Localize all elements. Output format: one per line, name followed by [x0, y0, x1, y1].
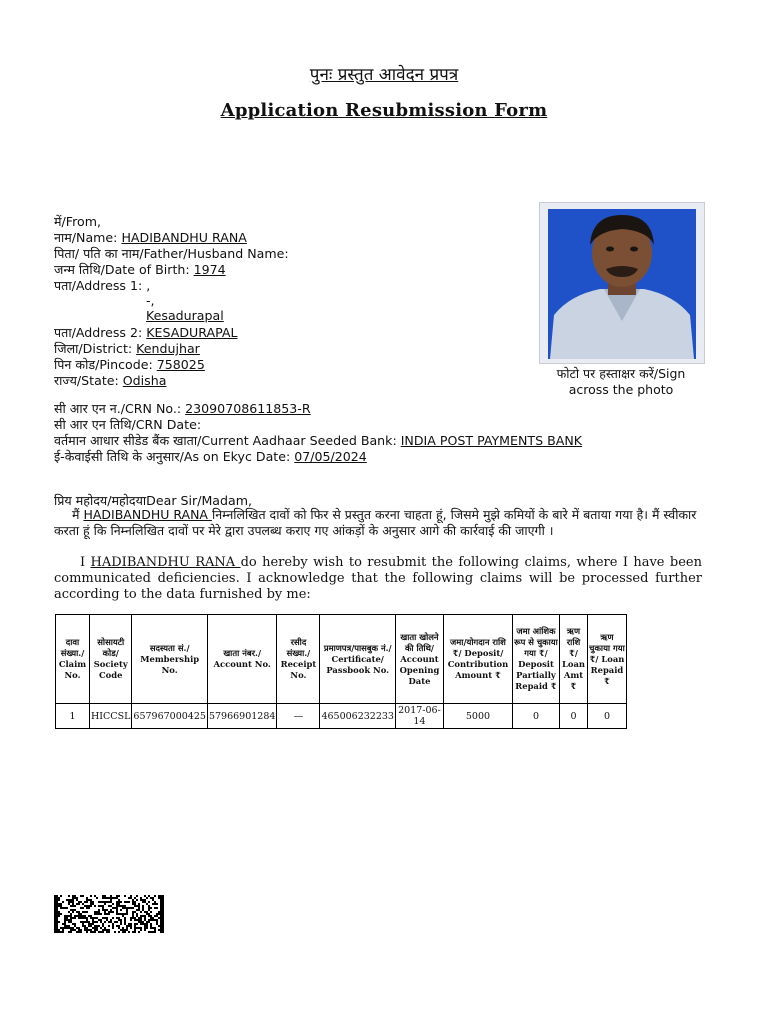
cell-loan-repaid: 0 — [587, 704, 626, 729]
header-loan-amount: ऋण राशि ₹/ Loan Amt ₹ — [559, 615, 587, 704]
english-declaration-name: HADIBANDHU RANA — [90, 555, 241, 570]
hindi-declaration-text: निम्नलिखित दावों को फिर से प्रस्तुत करना चाहता हूं, जिसमे मुझे कमियों के बारे में बताया गया है। मैं स्वीकार करता हूं कि निम्नलिखित दावों पर मेरे द्वारा उपलब्ध कराए गए आंकड़ों के अनुसार आगे की कार्रवाई की जाएगी । — [54, 507, 697, 538]
english-declaration — [54, 555, 702, 603]
header-receipt-no: रसीद संख्या./ Receipt No. — [277, 615, 320, 704]
header-account-no: खाता नंबर./ Account No. — [207, 615, 277, 704]
photo-portrait-image — [540, 203, 704, 363]
crn-value: 23090708611853-R — [185, 401, 311, 416]
header-claim-no: दावा संख्या./ Claim No. — [56, 615, 90, 704]
table-row — [56, 704, 627, 729]
name-row — [54, 229, 247, 246]
hindi-prefix: मैं — [72, 507, 84, 522]
district-value: Kendujhar — [136, 341, 200, 356]
cell-opening-date: 2017-06-14 — [395, 704, 443, 729]
cell-loan-amount: 0 — [559, 704, 587, 729]
dob-label: जन्म तिथि/Date of Birth: — [54, 262, 194, 277]
header-deposit-amount: जमा/योगदान राशि ₹/ Deposit/ Contribution Amount ₹ — [443, 615, 512, 704]
address1-label: पता/Address 1: , — [54, 278, 151, 293]
claims-table-header — [56, 615, 627, 704]
address2-row — [54, 324, 238, 341]
cell-deposit-repaid: 0 — [512, 704, 559, 729]
english-declaration-text: do hereby wish to resubmit the following claims, where I have been communicated deficiencies. I acknowledge that the following claims will be processed further according to the data furnished by me: — [54, 555, 702, 602]
pincode-row — [54, 356, 205, 373]
crn-label: सी आर एन न./CRN No.: — [54, 401, 186, 416]
name-value: HADIBANDHU RANA — [121, 230, 247, 245]
english-prefix: I — [80, 555, 91, 570]
crn-date-label: सी आर एन तिथि/CRN Date: — [54, 417, 202, 432]
header-society-code: सोसायटी कोड/ Society Code — [90, 615, 132, 704]
dob-row — [54, 261, 226, 278]
state-value: Odisha — [122, 373, 167, 388]
cell-account-no: 57966901284 — [207, 704, 277, 729]
cell-certificate-no: 465006232233 — [320, 704, 396, 729]
form-title-english: Application Resubmission Form — [220, 100, 548, 121]
header-certificate-no: प्रमाणपत्र/पासबुक नं./ Certificate/ Passbook No. — [320, 615, 396, 704]
cell-deposit-amount: 5000 — [443, 704, 512, 729]
header-opening-date: खाता खोलने की तिथि/ Account Opening Date — [395, 615, 443, 704]
state-label: राज्य/State: — [54, 373, 123, 388]
ekyc-value: 07/05/2024 — [294, 449, 367, 464]
cell-society-code: HICCSL — [90, 704, 132, 729]
bank-row — [54, 432, 582, 449]
pincode-value: 758025 — [156, 357, 205, 372]
hindi-declaration-name: HADIBANDHU RANA — [83, 507, 212, 522]
barcode-graphic — [54, 895, 164, 933]
from-label: में/From, — [54, 214, 101, 229]
header-membership-no: सदस्यता सं./ Membership No. — [132, 615, 208, 704]
bank-value: INDIA POST PAYMENTS BANK — [400, 433, 583, 448]
address2-value: KESADURAPAL — [146, 325, 238, 340]
ekyc-row — [54, 448, 367, 465]
address1-line3: Kesadurapal — [146, 308, 224, 323]
barcode-image — [54, 895, 164, 933]
cell-membership-no: 657967000425 — [132, 704, 208, 729]
hindi-declaration — [54, 507, 702, 539]
address1-line2: -, — [146, 293, 155, 308]
address2-label: पता/Address 2: — [54, 325, 147, 340]
district-label: जिला/District: — [54, 341, 137, 356]
salutation: प्रिय महोदय/महोदयाDear Sir/Madam, — [54, 493, 253, 508]
bank-label: वर्तमान आधार सीडेड बैंक खाता/Current Aadhaar Seeded Bank: — [54, 433, 401, 448]
applicant-photo — [539, 202, 705, 364]
district-row — [54, 340, 200, 357]
father-husband-label: पिता/ पति का नाम/Father/Husband Name: — [54, 246, 289, 261]
cell-receipt-no: — — [277, 704, 320, 729]
form-title-hindi: पुनः प्रस्तुत आवेदन प्रपत्र — [309, 65, 459, 85]
state-row — [54, 372, 166, 389]
dob-value: 1974 — [193, 262, 226, 277]
header-deposit-repaid: जमा आंशिक रूप से चुकाया गया ₹/ Deposit Partially Repaid ₹ — [512, 615, 559, 704]
crn-row — [54, 400, 311, 417]
pincode-label: पिन कोड/Pincode: — [54, 357, 157, 372]
photo-caption: फोटो पर हस्ताक्षर करें/Sign across the photo — [556, 366, 686, 397]
claims-table — [55, 614, 627, 729]
header-loan-repaid: ऋण चुकाया गया ₹/ Loan Repaid ₹ — [587, 615, 626, 704]
ekyc-label: ई-केवाईसी तिथि के अनुसार/As on Ekyc Date: — [54, 449, 295, 464]
cell-claim-no: 1 — [56, 704, 90, 729]
name-label: नाम/Name: — [54, 230, 122, 245]
